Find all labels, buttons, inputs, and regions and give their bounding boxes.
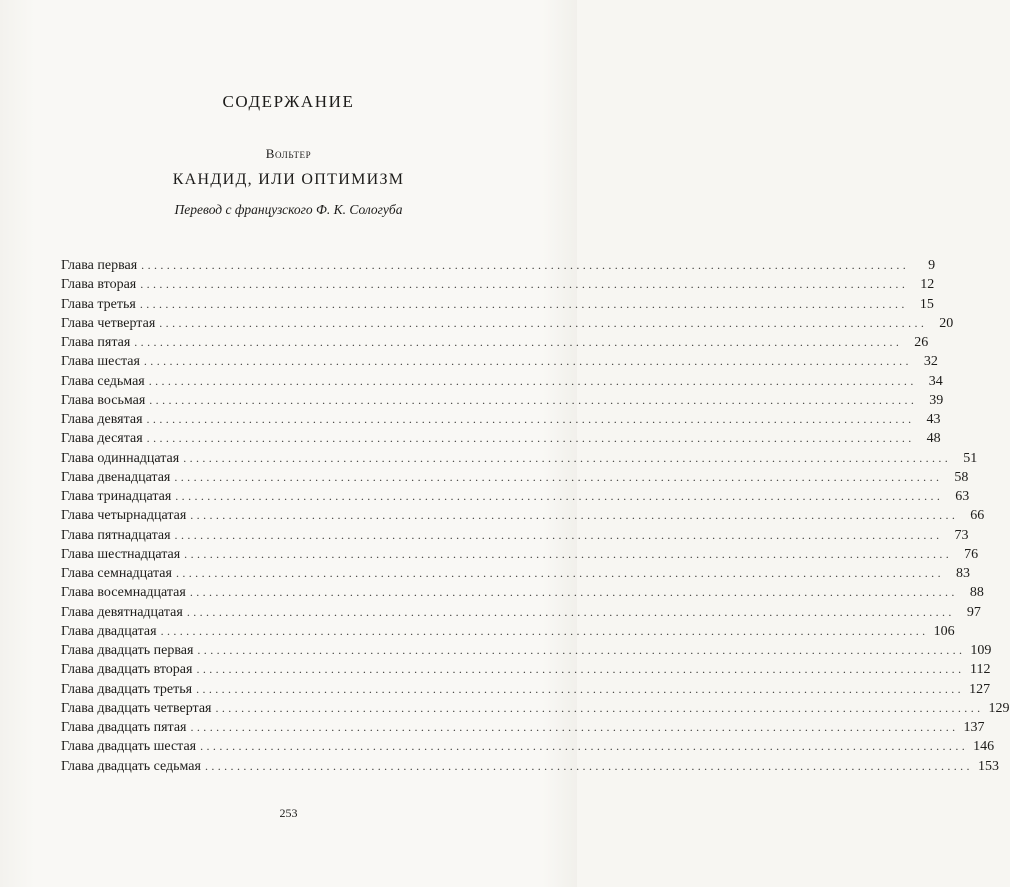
toc-entry-page: 26 <box>914 335 929 350</box>
toc-entry <box>61 757 999 776</box>
toc-entry <box>61 545 979 564</box>
dot-leader: ........................................................................................................................ <box>146 412 915 426</box>
toc-entry-page: 97 <box>966 604 981 620</box>
toc-entry-label: Глава двадцать седьмая <box>61 758 201 774</box>
toc-entry-page: 15 <box>919 296 934 312</box>
dot-leader: ........................................................................................................................ <box>215 700 984 715</box>
toc-entry-label: Глава десятая <box>61 431 143 447</box>
toc-entry <box>61 506 985 525</box>
toc-entry-page: 73 <box>954 527 969 543</box>
toc-entry-page: 63 <box>955 489 970 504</box>
dot-leader: ........................................................................................................................ <box>159 315 928 330</box>
toc-entry-page: 112 <box>969 662 991 678</box>
toc-entry-label: Глава двенадцатая <box>61 469 171 485</box>
toc-entry <box>61 429 941 448</box>
toc-entry-page: 153 <box>977 758 999 774</box>
dot-leader: ........................................................................................................................ <box>174 469 943 484</box>
toc-entry <box>61 680 991 699</box>
toc-entry-label: Глава пятая <box>61 335 131 350</box>
dot-leader: ........................................................................................................................ <box>148 373 917 388</box>
toc-entry-label: Глава девятая <box>61 412 143 427</box>
toc-entry-page: 106 <box>933 623 955 639</box>
toc-entry-label: Глава восемнадцатая <box>61 585 186 601</box>
toc-entry-page: 83 <box>955 566 970 581</box>
toc-entry-page: 76 <box>964 546 979 562</box>
work-title: КАНДИД, ИЛИ ОПТИМИЗМ <box>172 171 405 188</box>
toc-entry <box>61 718 985 737</box>
toc-entry <box>61 372 943 391</box>
dot-leader: ........................................................................................................................ <box>200 739 969 754</box>
toc-entry <box>61 737 995 756</box>
toc-entry-page: 20 <box>939 315 954 331</box>
toc-entry <box>61 410 941 429</box>
toc-entry-label: Глава девятнадцатая <box>61 604 183 620</box>
dot-leader: ........................................................................................................................ <box>190 720 959 734</box>
toc-entry <box>61 295 934 314</box>
toc-entry-label: Глава двадцать первая <box>61 643 194 658</box>
toc-entry-label: Глава тринадцатая <box>61 489 172 504</box>
dot-leader: ........................................................................................................................ <box>146 431 915 446</box>
toc-entry <box>61 622 955 641</box>
toc-entry-page: 88 <box>969 585 984 601</box>
toc-entry-page: 66 <box>970 508 985 524</box>
toc-entry-label: Глава шестая <box>61 354 140 370</box>
dot-leader: ........................................................................................................................ <box>186 604 955 619</box>
dot-leader: ........................................................................................................................ <box>196 662 965 677</box>
toc-entry-page: 127 <box>969 681 991 697</box>
toc-entry-label: Глава четырнадцатая <box>61 508 187 524</box>
toc-entry <box>61 641 992 660</box>
toc-entry <box>61 275 935 294</box>
dot-leader: ........................................................................................................................ <box>204 758 973 773</box>
dot-leader: ........................................................................................................................ <box>183 450 952 465</box>
toc-entry <box>61 699 1010 718</box>
toc-entry-label: Глава третья <box>61 296 136 312</box>
toc-entry-label: Глава четвертая <box>61 315 156 331</box>
toc-entry <box>61 583 984 602</box>
toc-entry-page: 48 <box>926 431 941 447</box>
toc-entry-label: Глава семнадцатая <box>61 566 172 581</box>
toc-entry-label: Глава восьмая <box>61 392 146 408</box>
toc-entry <box>61 333 929 352</box>
toc-entry-page: 9 <box>928 258 936 273</box>
toc-entry-label: Глава двадцать четвертая <box>61 700 212 716</box>
dot-leader: ........................................................................................................................ <box>134 335 903 349</box>
dot-leader: ........................................................................................................................ <box>139 296 908 311</box>
dot-leader: ........................................................................................................................ <box>143 354 912 369</box>
toc-entry-label: Глава двадцатая <box>61 623 157 639</box>
dot-leader: ........................................................................................................................ <box>189 585 958 600</box>
toc-entry-page: 109 <box>970 643 992 658</box>
toc-entry <box>61 660 991 679</box>
toc-entry-page: 58 <box>954 469 969 485</box>
toc-entry <box>61 487 970 506</box>
section-title: СОДЕРЖАНИЕ <box>222 92 355 111</box>
dot-leader: ........................................................................................................................ <box>175 566 944 580</box>
dot-leader: ........................................................................................................................ <box>160 623 929 638</box>
page-number: 253 <box>279 806 298 820</box>
toc-entry-label: Глава двадцать шестая <box>61 739 197 755</box>
toc-entry-page: 51 <box>963 450 978 466</box>
toc-entry-page: 12 <box>920 277 935 293</box>
toc-entry <box>61 468 969 487</box>
dot-leader: ........................................................................................................................ <box>175 489 944 503</box>
toc-entry <box>61 256 936 275</box>
author-name: Вольтер <box>265 146 312 161</box>
toc-entry-label: Глава одиннадцатая <box>61 450 180 466</box>
toc-entry-label: Глава шестнадцатая <box>61 546 181 562</box>
dot-leader: ........................................................................................................................ <box>149 392 918 407</box>
toc-entry-label: Глава седьмая <box>61 373 145 389</box>
dot-leader: ........................................................................................................................ <box>196 681 965 696</box>
toc-entry <box>61 603 981 622</box>
toc-entry-page: 32 <box>923 354 938 370</box>
toc-entry-page: 137 <box>963 720 985 735</box>
toc-entry <box>61 391 944 410</box>
toc-entry-page: 43 <box>926 412 941 427</box>
table-of-contents <box>61 256 1010 776</box>
toc-entry-label: Глава двадцать вторая <box>61 662 193 678</box>
toc-entry <box>61 314 954 333</box>
toc-entry <box>61 352 938 371</box>
toc-entry-page: 39 <box>929 392 944 408</box>
toc-entry-label: Глава двадцать третья <box>61 681 193 697</box>
dot-leader: ........................................................................................................................ <box>184 546 953 561</box>
toc-entry <box>61 526 969 545</box>
toc-entry-page: 146 <box>973 739 995 755</box>
toc-entry <box>61 564 970 583</box>
toc-entry-label: Глава первая <box>61 258 138 273</box>
toc-entry-page: 34 <box>928 373 943 389</box>
toc-entry-page: 129 <box>988 700 1010 716</box>
dot-leader: ........................................................................................................................ <box>190 508 959 523</box>
dot-leader: ........................................................................................................................ <box>140 277 909 292</box>
toc-entry <box>61 449 978 468</box>
dot-leader: ........................................................................................................................ <box>141 258 910 272</box>
toc-entry-label: Глава пятнадцатая <box>61 527 171 543</box>
translator-credit: Перевод с французского Ф. К. Сологуба <box>174 202 403 217</box>
toc-entry-label: Глава двадцать пятая <box>61 720 187 735</box>
toc-entry-label: Глава вторая <box>61 277 137 293</box>
dot-leader: ........................................................................................................................ <box>197 643 966 657</box>
dot-leader: ........................................................................................................................ <box>174 527 943 542</box>
